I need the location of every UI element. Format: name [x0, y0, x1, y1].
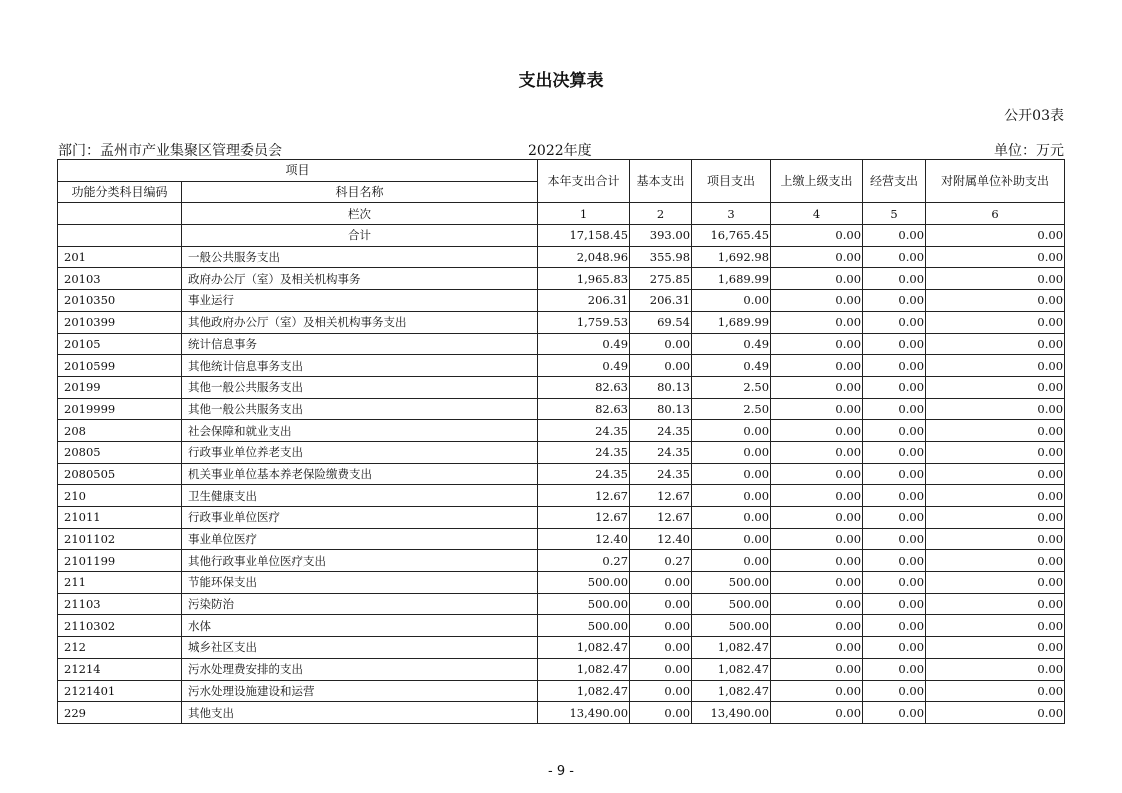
row-value: 0.00 — [771, 637, 863, 659]
row-name: 行政事业单位医疗 — [182, 507, 538, 529]
row-value: 0.49 — [692, 355, 771, 377]
row-code: 20805 — [58, 441, 182, 463]
row-code: 2010350 — [58, 290, 182, 312]
row-name: 一般公共服务支出 — [182, 246, 538, 268]
fiscal-year-label: 2022年度 — [528, 143, 592, 159]
table-row — [58, 398, 1065, 420]
row-code: 2010399 — [58, 311, 182, 333]
row-value: 0.00 — [771, 398, 863, 420]
header-subsidy-to-affiliates: 对附属单位补助支出 — [926, 160, 1065, 203]
table-row — [58, 290, 1065, 312]
row-name: 节能环保支出 — [182, 572, 538, 594]
row-value: 0.00 — [863, 680, 926, 702]
row-value: 0.00 — [863, 268, 926, 290]
row-value: 0.00 — [692, 507, 771, 529]
row-code: 2121401 — [58, 680, 182, 702]
row-value: 0.00 — [771, 355, 863, 377]
row-value: 0.00 — [926, 658, 1065, 680]
row-value: 1,759.53 — [538, 311, 630, 333]
row-value: 0.00 — [926, 333, 1065, 355]
row-value: 12.67 — [630, 507, 692, 529]
row-value: 0.00 — [630, 637, 692, 659]
row-code: 229 — [58, 702, 182, 724]
row-name: 政府办公厅（室）及相关机构事务 — [182, 268, 538, 290]
row-value: 1,082.47 — [538, 680, 630, 702]
row-value: 0.00 — [926, 702, 1065, 724]
row-name: 污水处理费安排的支出 — [182, 658, 538, 680]
row-value: 0.00 — [771, 550, 863, 572]
page-number: - 9 - — [548, 764, 574, 779]
row-code: 2019999 — [58, 398, 182, 420]
column-number: 2 — [630, 203, 692, 225]
row-value: 0.00 — [771, 420, 863, 442]
row-value: 1,082.47 — [538, 637, 630, 659]
row-value: 0.00 — [692, 550, 771, 572]
row-code: 2101102 — [58, 528, 182, 550]
row-code: 21214 — [58, 658, 182, 680]
row-value: 0.00 — [771, 376, 863, 398]
row-value: 0.00 — [630, 333, 692, 355]
row-value: 0.00 — [926, 268, 1065, 290]
header-item: 项目 — [58, 160, 538, 182]
row-value: 0.00 — [630, 615, 692, 637]
row-value: 1,082.47 — [692, 680, 771, 702]
row-name: 污染防治 — [182, 593, 538, 615]
table-row — [58, 658, 1065, 680]
row-value: 0.00 — [630, 355, 692, 377]
row-code: 208 — [58, 420, 182, 442]
row-name: 水体 — [182, 615, 538, 637]
row-value: 0.00 — [863, 550, 926, 572]
row-value: 0.00 — [771, 572, 863, 594]
row-value: 0.00 — [926, 528, 1065, 550]
row-name: 机关事业单位基本养老保险缴费支出 — [182, 463, 538, 485]
row-value: 0.00 — [863, 441, 926, 463]
total-value: 0.00 — [771, 225, 863, 247]
row-value: 0.00 — [926, 615, 1065, 637]
row-value: 0.00 — [771, 268, 863, 290]
row-value: 2.50 — [692, 376, 771, 398]
table-row — [58, 246, 1065, 268]
row-value: 0.00 — [771, 702, 863, 724]
row-value: 0.00 — [771, 463, 863, 485]
row-value: 500.00 — [692, 593, 771, 615]
row-name: 其他支出 — [182, 702, 538, 724]
table-row — [58, 355, 1065, 377]
row-name: 事业单位医疗 — [182, 528, 538, 550]
row-code: 20199 — [58, 376, 182, 398]
column-number-label: 栏次 — [182, 203, 538, 225]
row-value: 12.67 — [630, 485, 692, 507]
unit-label: 单位：万元 — [994, 143, 1064, 159]
table-row — [58, 420, 1065, 442]
row-value: 24.35 — [630, 420, 692, 442]
row-value: 0.00 — [926, 593, 1065, 615]
row-value: 0.27 — [538, 550, 630, 572]
table-row — [58, 572, 1065, 594]
table-row — [58, 637, 1065, 659]
row-value: 0.00 — [926, 441, 1065, 463]
column-number: 6 — [926, 203, 1065, 225]
row-value: 0.49 — [538, 333, 630, 355]
page-title: 支出决算表 — [518, 71, 604, 91]
row-value: 24.35 — [538, 463, 630, 485]
column-number: 3 — [692, 203, 771, 225]
row-value: 1,689.99 — [692, 268, 771, 290]
row-value: 12.40 — [538, 528, 630, 550]
row-value: 0.00 — [692, 290, 771, 312]
row-value: 0.00 — [863, 355, 926, 377]
row-value: 1,082.47 — [692, 637, 771, 659]
row-value: 0.00 — [863, 376, 926, 398]
table-row — [58, 333, 1065, 355]
row-value: 0.00 — [630, 593, 692, 615]
row-value: 0.00 — [863, 507, 926, 529]
table-row — [58, 528, 1065, 550]
total-row — [58, 225, 1065, 247]
row-value: 0.00 — [692, 485, 771, 507]
row-value: 0.00 — [863, 572, 926, 594]
row-value: 0.00 — [771, 658, 863, 680]
table-row — [58, 376, 1065, 398]
row-name: 统计信息事务 — [182, 333, 538, 355]
row-value: 1,965.83 — [538, 268, 630, 290]
table-row — [58, 268, 1065, 290]
row-value: 0.00 — [926, 680, 1065, 702]
form-number: 公开03表 — [1004, 108, 1064, 124]
row-name: 污水处理设施建设和运营 — [182, 680, 538, 702]
row-value: 0.00 — [863, 485, 926, 507]
row-code: 2101199 — [58, 550, 182, 572]
row-value: 0.00 — [863, 637, 926, 659]
row-code: 201 — [58, 246, 182, 268]
column-number: 5 — [863, 203, 926, 225]
row-value: 0.00 — [863, 246, 926, 268]
table-row — [58, 441, 1065, 463]
row-value: 0.00 — [926, 290, 1065, 312]
total-value: 393.00 — [630, 225, 692, 247]
row-value: 0.00 — [926, 420, 1065, 442]
header-operating-expenditure: 经营支出 — [863, 160, 926, 203]
row-value: 13,490.00 — [538, 702, 630, 724]
row-value: 275.85 — [630, 268, 692, 290]
row-name: 卫生健康支出 — [182, 485, 538, 507]
header-name: 科目名称 — [182, 181, 538, 203]
row-name: 行政事业单位养老支出 — [182, 441, 538, 463]
row-value: 0.00 — [926, 398, 1065, 420]
table-row — [58, 615, 1065, 637]
column-number-row — [58, 203, 1065, 225]
table-body — [58, 160, 1065, 724]
header-total-expenditure: 本年支出合计 — [538, 160, 630, 203]
row-value: 0.00 — [630, 702, 692, 724]
column-number: 1 — [538, 203, 630, 225]
row-value: 0.00 — [771, 507, 863, 529]
table-row — [58, 507, 1065, 529]
column-number: 4 — [771, 203, 863, 225]
row-code: 2010599 — [58, 355, 182, 377]
table-row — [58, 463, 1065, 485]
table-row — [58, 680, 1065, 702]
row-value: 0.00 — [771, 485, 863, 507]
row-value: 0.49 — [538, 355, 630, 377]
row-value: 13,490.00 — [692, 702, 771, 724]
row-value: 500.00 — [692, 572, 771, 594]
row-value: 500.00 — [538, 593, 630, 615]
row-value: 0.00 — [926, 463, 1065, 485]
row-value: 80.13 — [630, 398, 692, 420]
row-value: 12.67 — [538, 485, 630, 507]
row-value: 355.98 — [630, 246, 692, 268]
row-value: 0.00 — [863, 290, 926, 312]
row-name: 其他行政事业单位医疗支出 — [182, 550, 538, 572]
header-code: 功能分类科目编码 — [58, 181, 182, 203]
row-value: 0.00 — [926, 550, 1065, 572]
row-value: 0.00 — [771, 593, 863, 615]
row-code: 20105 — [58, 333, 182, 355]
row-value: 0.00 — [692, 441, 771, 463]
total-value: 17,158.45 — [538, 225, 630, 247]
row-value: 0.00 — [926, 355, 1065, 377]
total-label: 合计 — [182, 225, 538, 247]
row-value: 24.35 — [630, 441, 692, 463]
row-value: 12.67 — [538, 507, 630, 529]
row-value: 500.00 — [692, 615, 771, 637]
row-value: 0.00 — [926, 246, 1065, 268]
row-name: 其他统计信息事务支出 — [182, 355, 538, 377]
row-code: 21011 — [58, 507, 182, 529]
row-value: 24.35 — [538, 420, 630, 442]
row-value: 0.00 — [771, 528, 863, 550]
row-value: 80.13 — [630, 376, 692, 398]
row-value: 0.00 — [926, 376, 1065, 398]
row-value: 24.35 — [538, 441, 630, 463]
row-value: 0.00 — [863, 528, 926, 550]
row-value: 0.00 — [926, 637, 1065, 659]
row-code: 2080505 — [58, 463, 182, 485]
row-code: 20103 — [58, 268, 182, 290]
row-name: 其他一般公共服务支出 — [182, 376, 538, 398]
row-value: 0.00 — [771, 441, 863, 463]
row-value: 69.54 — [630, 311, 692, 333]
row-value: 0.00 — [692, 420, 771, 442]
row-value: 0.00 — [863, 658, 926, 680]
row-code: 210 — [58, 485, 182, 507]
row-value: 500.00 — [538, 572, 630, 594]
row-value: 0.49 — [692, 333, 771, 355]
row-name: 事业运行 — [182, 290, 538, 312]
row-code: 212 — [58, 637, 182, 659]
row-value: 206.31 — [630, 290, 692, 312]
row-value: 0.00 — [692, 528, 771, 550]
row-value: 82.63 — [538, 398, 630, 420]
row-value: 0.00 — [926, 572, 1065, 594]
header-basic-expenditure: 基本支出 — [630, 160, 692, 203]
row-value: 1,689.99 — [692, 311, 771, 333]
row-code: 2110302 — [58, 615, 182, 637]
row-value: 0.00 — [863, 463, 926, 485]
row-value: 0.27 — [630, 550, 692, 572]
department-label: 部门：孟州市产业集聚区管理委员会 — [58, 143, 282, 159]
row-name: 其他一般公共服务支出 — [182, 398, 538, 420]
row-name: 社会保障和就业支出 — [182, 420, 538, 442]
row-value: 12.40 — [630, 528, 692, 550]
expenditure-table — [57, 159, 1065, 724]
row-value: 1,082.47 — [538, 658, 630, 680]
row-code: 21103 — [58, 593, 182, 615]
row-value: 0.00 — [771, 246, 863, 268]
row-name: 城乡社区支出 — [182, 637, 538, 659]
total-value: 0.00 — [863, 225, 926, 247]
row-value: 0.00 — [926, 507, 1065, 529]
row-code: 211 — [58, 572, 182, 594]
row-value: 500.00 — [538, 615, 630, 637]
header-row — [58, 160, 1065, 182]
row-value: 0.00 — [863, 420, 926, 442]
row-value: 0.00 — [771, 333, 863, 355]
row-value: 0.00 — [863, 398, 926, 420]
row-value: 2,048.96 — [538, 246, 630, 268]
row-value: 0.00 — [771, 615, 863, 637]
row-value: 2.50 — [692, 398, 771, 420]
row-value: 0.00 — [630, 572, 692, 594]
row-value: 0.00 — [863, 615, 926, 637]
table-row — [58, 593, 1065, 615]
table-row — [58, 311, 1065, 333]
row-value: 1,082.47 — [692, 658, 771, 680]
table-row — [58, 485, 1065, 507]
row-value: 0.00 — [863, 702, 926, 724]
table-row — [58, 550, 1065, 572]
total-value: 0.00 — [926, 225, 1065, 247]
row-value: 0.00 — [926, 311, 1065, 333]
row-value: 0.00 — [926, 485, 1065, 507]
row-value: 82.63 — [538, 376, 630, 398]
row-name: 其他政府办公厅（室）及相关机构事务支出 — [182, 311, 538, 333]
header-remit-to-superior: 上缴上级支出 — [771, 160, 863, 203]
row-value: 0.00 — [630, 680, 692, 702]
table-row — [58, 702, 1065, 724]
row-value: 0.00 — [630, 658, 692, 680]
row-value: 0.00 — [771, 311, 863, 333]
row-value: 0.00 — [771, 290, 863, 312]
row-value: 0.00 — [771, 680, 863, 702]
row-value: 24.35 — [630, 463, 692, 485]
total-value: 16,765.45 — [692, 225, 771, 247]
row-value: 0.00 — [863, 593, 926, 615]
row-value: 0.00 — [692, 463, 771, 485]
header-project-expenditure: 项目支出 — [692, 160, 771, 203]
row-value: 0.00 — [863, 333, 926, 355]
row-value: 206.31 — [538, 290, 630, 312]
row-value: 1,692.98 — [692, 246, 771, 268]
row-value: 0.00 — [863, 311, 926, 333]
